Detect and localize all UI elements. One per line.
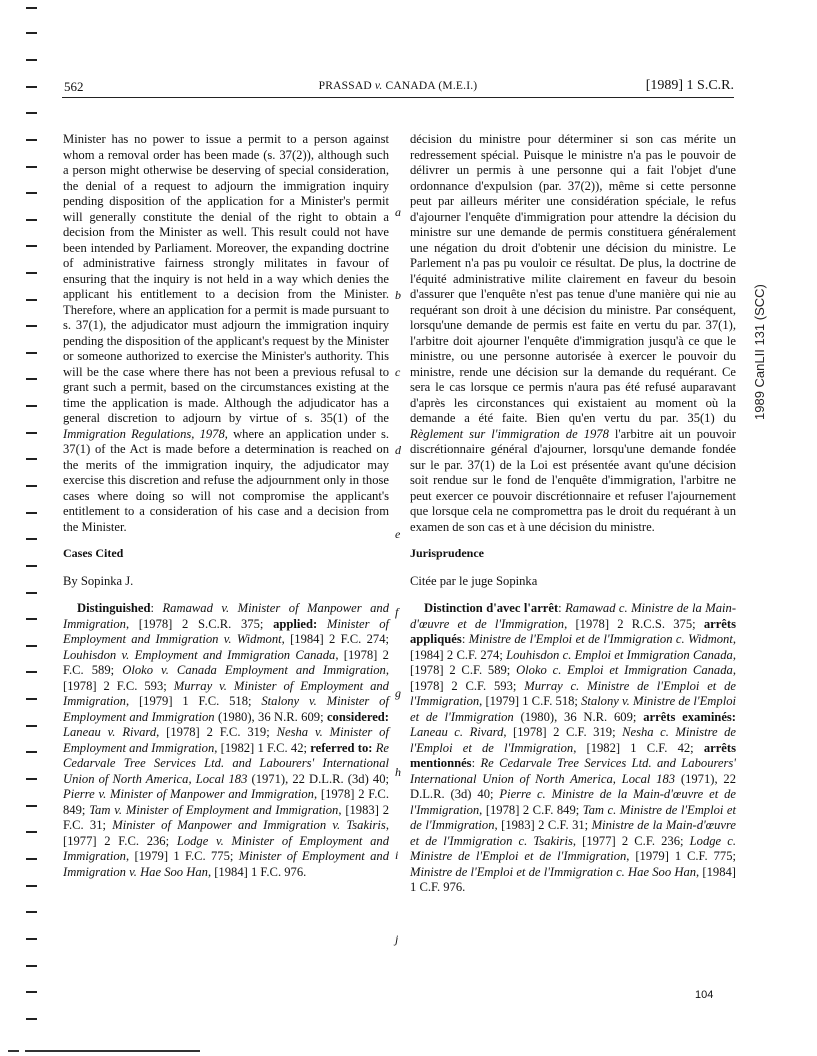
edge-tick-mark: [26, 645, 37, 647]
bottom-edge-mark: [8, 1050, 19, 1052]
report-citation: [1989] 1 S.C.R.: [645, 78, 734, 93]
margin-letter: i: [395, 848, 399, 862]
regulations-title-en: Immigration Regulations, 1978: [63, 426, 225, 441]
french-column: [410, 132, 736, 896]
citation-text: [317, 617, 327, 631]
edge-tick-mark: [26, 32, 37, 34]
edge-tick-mark: [26, 671, 37, 673]
citation-text: , [1984] 1 C.F. 976.: [410, 864, 736, 894]
case-name: Murray v. Minister of Employment and Immigration: [63, 678, 389, 708]
case-name: Stalony v. Ministre de l'Emploi et de l'Immigration: [410, 694, 736, 724]
case-name: Laneau c. Rivard: [410, 725, 504, 739]
citation-text: , [1978] 2 S.C.R. 375;: [125, 616, 274, 631]
case-name: Re Cedarvale Tree Services Ltd. and Labourers' International Union of North America, Local 183: [410, 756, 737, 786]
case-name: Minister of Employment and Immigration v. Hae Soo Han: [63, 849, 389, 879]
holding-paragraph-en: [63, 132, 389, 535]
citation-text: , [1978] 2 C.F. 593;: [410, 663, 736, 693]
cases-cited-list-en: [63, 601, 389, 880]
edge-tick-mark: [26, 378, 37, 380]
citation-text: , [1978] 2 C.F. 319;: [503, 725, 623, 739]
case-name: Ramawad v. Minister of Manpower and Immigration: [63, 601, 389, 631]
edge-tick-mark: [26, 112, 37, 114]
treatment-label: arrêts mentionnés: [410, 740, 736, 770]
running-title: [62, 80, 734, 92]
case-name: Oloko v. Canada Employment and Immigration: [122, 663, 386, 677]
cases-cited-heading: Cases Cited: [63, 546, 124, 560]
citation-text: , [1977] 2 F.C. 236;: [63, 818, 389, 848]
holding-text-fr-b: l'arbitre ait un pouvoir discrétionnaire général d'ajourner, lorsqu'une demande fondée sur le par. 37(1) de la Loi est présentée avant qu'une décision soit rendue sur le fond de l'enquête d'immigration, l'arbitre ne peut exercer ce pouvoir discrétionnaire et refuser l'ajournement que lorsque cela ne compromettra pas le droit du requérant à un examen de son cas et à une décision du ministre.: [410, 426, 736, 534]
edge-tick-mark: [26, 618, 37, 620]
edge-tick-mark: [26, 805, 37, 807]
case-name: Ministre de l'Emploi et de l'Immigration c. Widmont: [468, 632, 733, 646]
treatment-label: Distinguished: [77, 601, 151, 615]
edge-tick-mark: [26, 245, 37, 247]
citation-text: , [1984] 2 F.C. 274;: [281, 632, 389, 646]
edge-tick-mark: [26, 698, 37, 700]
citation-text: (1980), 36 N.R. 609;: [513, 709, 644, 724]
citation-text: , [1977] 2 C.F. 236;: [572, 833, 690, 848]
running-title-party-1: PRASSAD: [318, 80, 372, 92]
case-name: Louhisdon c. Emploi et Immigration Canada: [506, 647, 733, 662]
case-name: Lodge v. Minister of Employment and Immigration: [63, 833, 389, 863]
edge-tick-mark: [26, 7, 37, 9]
bottom-edge-rule: [25, 1050, 200, 1052]
edge-tick-mark: [26, 485, 37, 487]
citation-text: (1971), 22 D.L.R. (3d) 40;: [410, 771, 736, 801]
margin-letter: h: [395, 765, 401, 779]
citation-text: , [1983] 2 F.C. 31;: [63, 802, 389, 832]
holding-text-fr-a: décision du ministre pour déterminer si son cas mérite un redressement spécial. Puisque le ministre n'a pas le pouvoir de délivrer un permis à une personne qui a fait l'objet d'une ordonnance d'expulsion (par. 37(2)), même si cette personne peut par ailleurs mériter une considération spéciale, le refus d'ajourner l'enquête d'immigration pour attendre la décision du ministre sur une demande de permis constituera généralement une négation du droit d'obtenir une décision du ministre. Le Parlement n'a pas pu vouloir ce résultat. De plus, la doctrine de l'équité administrative milite clairement en faveur du besoin d'assurer que l'enquête n'est pas tenue d'une manière qui nie au requérant son droit à une décision du ministre. Par conséquent, lorsqu'une demande de permis est faite en vertu du par. 37(1), l'arbitre doit ajourner l'enquête d'immigration jusqu'à ce que le ministre, ou une personne autorisée à exercer le pouvoir du ministre, rende une décision sur la demande du requérant. Ce sera le cas lorsque ce permis n'aura pas été refusé auparavant d'après les circonstances qui existaient au moment où la demande a été faite. Bien qu'en vertu du par. 35(1) du: [410, 132, 736, 425]
citation-text: , [1979] 1 C.F. 518;: [479, 694, 582, 708]
regulations-title-fr: Règlement sur l'immigration de 1978: [410, 426, 609, 441]
edge-tick-mark: [26, 166, 37, 168]
running-title-versus: v.: [374, 80, 383, 92]
citation-text: , [1984] 2 C.F. 274;: [410, 632, 736, 662]
citation-text: , [1978] 2 F.C. 319;: [156, 725, 277, 739]
case-name: Minister of Employment and Immigration v. Widmont: [63, 616, 389, 646]
edge-tick-mark: [26, 192, 37, 194]
case-name: Laneau v. Rivard: [63, 725, 157, 739]
citation-text: , [1978] 2 F.C. 849;: [63, 787, 389, 817]
margin-letter: d: [395, 443, 401, 457]
running-header: [62, 77, 734, 98]
case-name: Louhisdon v. Employment and Immigration Canada: [63, 647, 336, 662]
edge-tick-mark: [26, 991, 37, 993]
citation-text: :: [461, 632, 469, 646]
jurisprudence-heading: Jurisprudence: [410, 546, 485, 560]
case-name: Tam c. Ministre de l'Emploi et de l'Immigration: [410, 802, 736, 832]
holding-paragraph-fr: [410, 132, 736, 535]
case-name: Ministre de la Main-d'œuvre et de l'Immigration c. Tsakiris: [410, 818, 736, 848]
running-title-party-2: CANADA (M.E.I.): [385, 80, 478, 92]
edge-tick-mark: [26, 858, 37, 860]
case-name: Nesha c. Ministre de l'Emploi et de l'Immigration: [410, 725, 736, 755]
margin-letter: j: [395, 932, 399, 946]
edge-tick-mark: [26, 59, 37, 61]
citation-text: , [1978] 2 R.C.S. 375;: [564, 616, 704, 631]
edge-tick-mark: [26, 325, 37, 327]
citation-text: (1971), 22 D.L.R. (3d) 40;: [247, 771, 389, 786]
edge-tick-mark: [26, 219, 37, 221]
case-name: Pierre v. Minister of Manpower and Immigration: [63, 787, 314, 801]
edge-tick-mark: [26, 911, 37, 913]
english-column: [63, 132, 389, 880]
margin-letter: f: [395, 605, 399, 619]
edge-tick-mark: [26, 299, 37, 301]
holding-text-en-b: , where an application under s. 37(1) of the Act is made before a determination is reached on the merits of the immigration inquiry, the adjudicator may exercise this discretion and refuse the adjournment only in those cases where doing so will not compromise the applicant's entitlement to a consideration of his case and a decision from the Minister.: [63, 426, 389, 534]
margin-letter: b: [395, 288, 401, 302]
edge-tick-mark: [26, 272, 37, 274]
treatment-label: arrêts appliqués: [410, 616, 736, 646]
case-name: Pierre c. Ministre de la Main-d'œuvre et de l'Immigration: [410, 787, 736, 817]
cases-cited-list-fr: [410, 601, 736, 896]
case-name: Ministre de l'Emploi et de l'Immigration c. Hae Soo Han: [410, 864, 697, 879]
citation-text: :: [471, 756, 481, 770]
edge-tick-mark: [26, 751, 37, 753]
edge-tick-mark: [26, 405, 37, 407]
edge-tick-mark: [26, 592, 37, 594]
case-name: Murray c. Ministre de l'Emploi et de l'Immigration: [410, 678, 736, 708]
edge-tick-mark: [26, 86, 37, 88]
edge-tick-mark: [26, 512, 37, 514]
case-name: Tam v. Minister of Employment and Immigration: [89, 802, 339, 817]
citation-text: , [1982] 1 F.C. 42;: [214, 740, 311, 755]
citation-text: :: [558, 601, 566, 615]
case-name: Minister of Manpower and Immigration v. Tsakiris: [112, 818, 386, 832]
citation-text: , [1979] 1 F.C. 518;: [125, 694, 262, 708]
margin-letter: e: [395, 527, 401, 541]
citation-text: , [1979] 1 F.C. 775;: [125, 849, 239, 863]
citation-text: , [1983] 2 C.F. 31;: [494, 818, 592, 832]
citation-text: , [1978] 2 C.F. 589;: [410, 647, 736, 677]
treatment-label: Distinction d'avec l'arrêt: [424, 601, 559, 615]
holding-text-en-a: Minister has no power to issue a permit to a person against whom a removal order has been made (s. 37(2)), although such a person might otherwise be deserving of special consideration, the denial of a request to adjourn the immigration inquiry pending disposition of the application for a Minister's permit will generally constitute the denial of the right to obtain a decision from the Minister as well. This result could not have been intended by Parliament. Moreover, the expanding doctrine of administrative fairness strongly militates in favour of ensuring that the inquiry is not held in a way which denies the applicant his entitlement to a decision from the Minister. Therefore, where an application for a permit is made pursuant to s. 37(1), the adjudicator must adjourn the immigration inquiry pending the disposition of the applicant's request by the Minister or someone authorized to exercise the Minister's authority. This will be the case where there has not been a previous refusal to grant such a permit, based on the circumstances existing at the time the application is made. Although the adjudicator has a general discretion to adjourn by virtue of s. 35(1) of the: [63, 132, 389, 425]
citation-text: , [1978] 2 F.C. 593;: [63, 663, 389, 693]
case-name: Nesha v. Minister of Employment and Immigration: [63, 725, 389, 755]
citation-text: , [1978] 2 C.F. 849;: [479, 802, 583, 817]
case-name: Stalony v. Minister of Employment and Immigration: [63, 694, 389, 724]
edge-tick-mark: [26, 432, 37, 434]
citation-text: (1980), 36 N.R. 609;: [214, 709, 327, 724]
citation-text: , [1984] 1 F.C. 976.: [207, 864, 307, 879]
case-name: Re Cedarvale Tree Services Ltd. and Labourers' International Union of North America, Local 183: [63, 740, 389, 786]
citation-text: , [1978] 2 F.C. 589;: [63, 647, 389, 677]
treatment-label: arrêts examinés:: [643, 709, 737, 724]
edge-tick-mark: [26, 352, 37, 354]
edge-tick-mark: [26, 1018, 37, 1020]
canlii-watermark: 1989 CanLII 131 (SCC): [752, 284, 767, 420]
edge-tick-mark: [26, 538, 37, 540]
citation-text: , [1979] 1 C.F. 775;: [626, 849, 736, 863]
margin-letter: g: [395, 686, 401, 700]
edge-tick-mark: [26, 965, 37, 967]
edge-tick-mark: [26, 778, 37, 780]
citation-text: , [1982] 1 C.F. 42;: [573, 740, 704, 755]
citation-text: :: [150, 601, 163, 615]
treatment-label: referred to:: [310, 740, 373, 755]
edge-tick-mark: [26, 831, 37, 833]
edge-tick-mark: [26, 139, 37, 141]
treatment-label: considered:: [326, 709, 389, 724]
edge-tick-mark: [26, 938, 37, 940]
case-name: Oloko c. Emploi et Immigration Canada: [516, 663, 733, 677]
edge-tick-mark: [26, 458, 37, 460]
case-name: Lodge c. Ministre de l'Emploi et de l'Immigration: [410, 833, 736, 863]
margin-letter: a: [395, 205, 401, 219]
jurisprudence-by-line: Citée par le juge Sopinka: [410, 573, 538, 588]
edge-tick-mark: [26, 885, 37, 887]
case-name: Ramawad c. Ministre de la Main-d'œuvre et de l'Immigration: [410, 601, 737, 631]
page-sequence-number: 104: [695, 989, 714, 1001]
edge-tick-mark: [26, 725, 37, 727]
margin-letter: c: [395, 365, 401, 379]
page-number: 562: [64, 79, 84, 94]
cases-cited-by-line: By Sopinka J.: [63, 573, 134, 588]
treatment-label: applied:: [273, 616, 318, 631]
edge-tick-mark: [26, 565, 37, 567]
